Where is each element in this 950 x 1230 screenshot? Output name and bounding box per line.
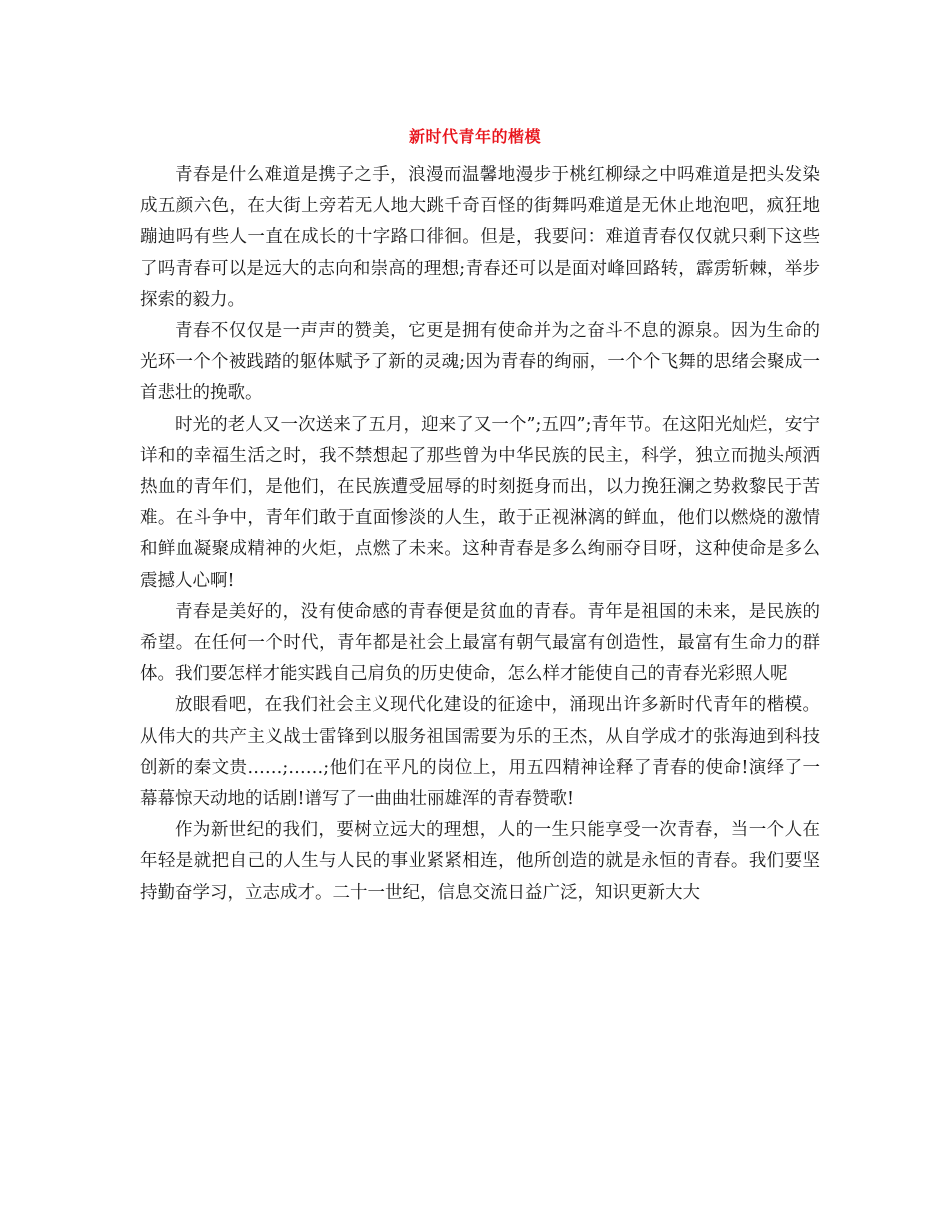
paragraph-1: 青春是什么难道是携子之手，浪漫而温馨地漫步于桃红柳绿之中吗难道是把头发染成五颜六色，在大街上旁若无人地大跳千奇百怪的街舞吗难道是无休止地泡吧，疯狂地蹦迪吗有些人一直在成长的十字路口徘徊。但是，我要问：难道青春仅仅就只剩下这些了吗青春可以是远大的志向和崇高的理想;青春还可以是面对峰回路转，霹雳斩棘，举步探索的毅力。	[140, 165, 820, 310]
document-body	[140, 160, 820, 909]
paragraph-4: 青春是美好的，没有使命感的青春便是贫血的青春。青年是祖国的未来，是民族的希望。在任何一个时代，青年都是社会上最富有朝气最富有创造性，最富有生命力的群体。我们要怎样才能实践自己肩负的历史使命，怎么样才能使自己的青春光彩照人呢	[140, 601, 820, 685]
paragraph-6: 作为新世纪的我们，要树立远大的理想，人的一生只能享受一次青春，当一个人在年轻是就把自己的人生与人民的事业紧紧相连，他所创造的就是永恒的青春。我们要坚持勤奋学习，立志成才。二十一世纪，信息交流日益广泛，知识更新大大	[140, 820, 820, 903]
paragraph-5: 放眼看吧，在我们社会主义现代化建设的征途中，涌现出许多新时代青年的楷模。从伟大的共产主义战士雷锋到以服务祖国需要为乐的王杰，从自学成才的张海迪到科技创新的秦文贵……;……;他们在平凡的岗位上，用五四精神诠释了青春的使命!演绎了一幕幕惊天动地的话剧!谱写了一曲曲壮丽雄浑的青春赞歌!	[140, 695, 820, 810]
paragraph-3: 时光的老人又一次送来了五月，迎来了又一个”;五四”;青年节。在这阳光灿烂，安宁详和的幸福生活之时，我不禁想起了那些曾为中华民族的民主，科学，独立而抛头颅洒热血的青年们，是他们，在民族遭受屈辱的时刻挺身而出，以力挽狂澜之势救黎民于苦难。在斗争中，青年们敢于直面惨淡的人生，敢于正视淋漓的鲜血，他们以燃烧的激情和鲜血凝聚成精神的火炬，点燃了未来。这种青春是多么绚丽夺目呀，这种使命是多么震撼人心啊!	[140, 414, 820, 591]
document-title: 新时代青年的楷模	[408, 127, 541, 146]
paragraph-2: 青春不仅仅是一声声的赞美，它更是拥有使命并为之奋斗不息的源泉。因为生命的光环一个个被践踏的躯体赋予了新的灵魂;因为青春的绚丽，一个个飞舞的思绪会聚成一首悲壮的挽歌。	[140, 321, 820, 404]
